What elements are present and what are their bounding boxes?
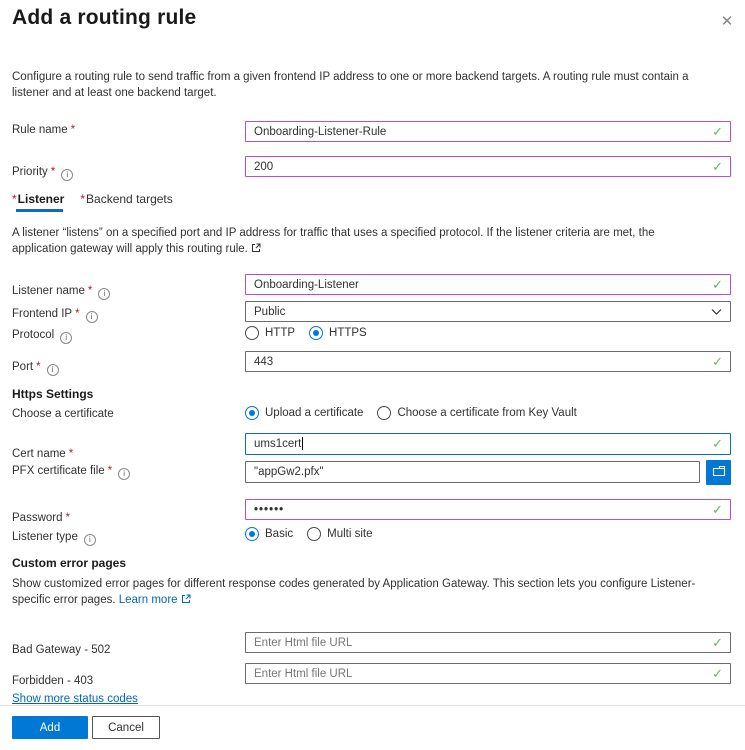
tab-required-asterisk: * [80, 192, 86, 206]
forbidden-label: Forbidden - 403 [12, 675, 94, 687]
radio-keyvault-certificate[interactable] [377, 406, 391, 420]
https-settings-heading: Https Settings [12, 387, 94, 401]
frontend-ip-select[interactable] [245, 301, 731, 322]
required-asterisk: * [107, 465, 113, 477]
rule-name-field-wrap [245, 121, 731, 142]
valid-check-icon: ✓ [712, 353, 723, 369]
browse-file-button[interactable] [706, 460, 731, 485]
tab-bar [12, 192, 173, 206]
forbidden-input[interactable] [245, 663, 731, 684]
required-asterisk: * [70, 124, 76, 136]
port-label: Port * i [12, 361, 59, 376]
radio-multi-site-label: Multi site [327, 528, 373, 540]
port-input[interactable] [245, 351, 731, 372]
rule-name-input[interactable] [245, 121, 731, 142]
rule-name-label: Rule name * [12, 124, 76, 136]
valid-check-icon: ✓ [712, 665, 723, 681]
learn-more-link[interactable]: Learn more [118, 593, 178, 606]
protocol-radio-group [245, 326, 381, 340]
valid-check-icon: ✓ [712, 634, 723, 650]
info-icon[interactable]: i [84, 534, 96, 546]
close-icon[interactable]: ✕ [720, 13, 734, 30]
show-more-status-codes-link[interactable]: Show more status codes [12, 693, 138, 704]
listener-type-radio-group [245, 527, 387, 541]
radio-basic[interactable] [245, 527, 259, 541]
info-icon[interactable]: i [98, 288, 110, 300]
radio-multi-site[interactable] [307, 527, 321, 541]
frontend-ip-label: Frontend IP * i [12, 308, 98, 323]
priority-label: Priority * i [12, 166, 73, 181]
listener-description: A listener “listens” on a specified port and IP address for traffic that uses a specified protocol. If the listener criteria are met, the application gateway will apply this routing rule. [12, 226, 702, 259]
info-icon[interactable]: i [118, 468, 130, 480]
info-icon[interactable]: i [47, 364, 59, 376]
priority-input[interactable] [245, 156, 731, 177]
required-asterisk: * [65, 512, 70, 524]
active-tab-underline [16, 209, 63, 212]
custom-error-description: Show customized error pages for different response codes generated by Application Gateway. This section lets you configure Listener-specific error pages. Learn more [12, 577, 724, 610]
pfx-file-input[interactable] [245, 461, 700, 483]
port-field-wrap [245, 351, 731, 372]
required-asterisk: * [68, 448, 74, 460]
required-asterisk: * [36, 361, 41, 373]
footer-divider [0, 705, 745, 706]
choose-certificate-label: Choose a certificate [12, 408, 114, 420]
required-asterisk: * [50, 166, 56, 178]
forbidden-field-wrap [245, 663, 731, 684]
cert-name-label: Cert name * [12, 448, 74, 460]
external-link-icon[interactable] [251, 243, 261, 259]
text-cursor [302, 437, 303, 450]
radio-upload-certificate[interactable] [245, 406, 259, 420]
radio-http-label: HTTP [265, 327, 296, 339]
cert-name-field-wrap [245, 433, 731, 455]
tab-listener[interactable]: * Listener [12, 192, 65, 206]
info-icon[interactable]: i [60, 332, 72, 344]
password-input[interactable] [245, 499, 731, 520]
valid-check-icon: ✓ [712, 501, 723, 517]
listener-type-label: Listener type i [12, 531, 96, 546]
radio-https[interactable] [309, 326, 323, 340]
listener-name-field-wrap [245, 274, 731, 295]
add-button[interactable]: Add [12, 716, 88, 739]
protocol-label: Protocol i [12, 329, 72, 344]
valid-check-icon: ✓ [712, 436, 723, 451]
bad-gateway-field-wrap [245, 632, 731, 653]
frontend-ip-field-wrap [245, 301, 731, 322]
custom-error-pages-heading: Custom error pages [12, 556, 127, 570]
page-title: Add a routing rule [12, 6, 197, 29]
folder-icon [712, 465, 726, 480]
dialog-description: Configure a routing rule to send traffic from a given frontend IP address to one or more backend targets. A routing rule must contain a listener and at least one backend target. [12, 71, 689, 99]
radio-upload-certificate-label: Upload a certificate [265, 407, 364, 419]
radio-http[interactable] [245, 326, 259, 340]
valid-check-icon: ✓ [712, 276, 723, 292]
bad-gateway-input[interactable] [245, 632, 731, 653]
info-icon[interactable]: i [86, 311, 98, 323]
listener-name-input[interactable] [245, 274, 731, 295]
required-asterisk: * [87, 285, 93, 297]
pfx-file-label: PFX certificate file * i [12, 465, 130, 480]
valid-check-icon: ✓ [712, 158, 723, 174]
bad-gateway-label: Bad Gateway - 502 [12, 644, 111, 656]
info-icon[interactable]: i [61, 169, 73, 181]
radio-basic-label: Basic [265, 528, 294, 540]
password-label: Password * [12, 512, 70, 524]
cert-name-input[interactable] [245, 433, 731, 455]
radio-keyvault-certificate-label: Choose a certificate from Key Vault [397, 407, 577, 419]
valid-check-icon: ✓ [712, 123, 723, 139]
tab-required-asterisk: * [12, 192, 17, 206]
listener-name-label: Listener name * i [12, 285, 110, 300]
external-link-icon[interactable] [181, 594, 191, 610]
required-asterisk: * [75, 308, 80, 320]
pfx-file-field-wrap [245, 461, 700, 483]
choose-certificate-radio-group [245, 406, 591, 420]
radio-https-label: HTTPS [329, 327, 367, 339]
password-field-wrap [245, 499, 731, 520]
priority-field-wrap [245, 156, 731, 177]
tab-backend-targets[interactable]: * Backend targets [80, 192, 173, 206]
cancel-button[interactable]: Cancel [92, 716, 160, 739]
